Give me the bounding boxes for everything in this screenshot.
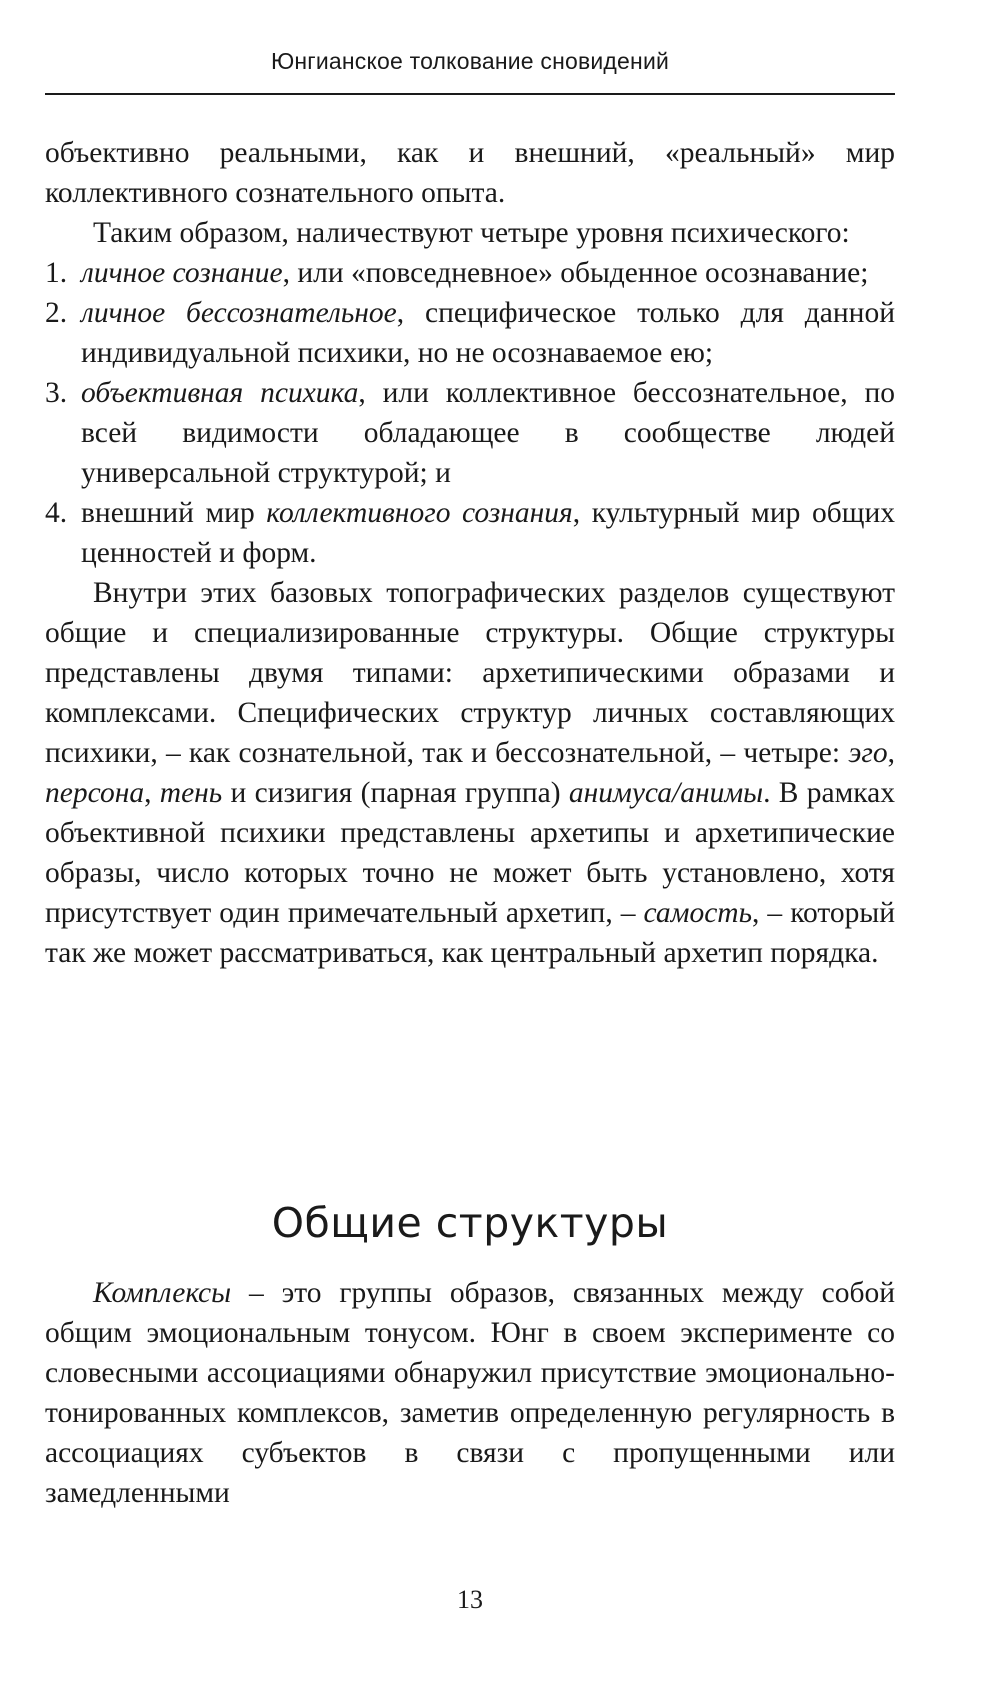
text-run: и сизигия (парная группа) — [222, 777, 569, 809]
text-run: , — [887, 737, 895, 769]
text-run: . В рамках объективной психики представлены архетипы и архетипические образы, число которых точно не может быть установлено, хотя присутствует один примечательный архетип, – — [45, 777, 896, 929]
paragraph-continuation: объективно реальными, как и внешний, «реальный» мир коллективного сознательного опыта. — [45, 137, 895, 209]
paragraph-complexes — [45, 1273, 895, 1513]
list-item-text: , или коллективное бессознательное, по всей видимости обладающее в сообществе людей универсальной структурой; и — [81, 377, 895, 489]
term-self: самость — [643, 897, 753, 929]
term-shadow: тень — [159, 777, 223, 809]
text-run: , – который так же может рассматриваться, как центральный архетип порядка. — [45, 897, 895, 969]
upper-text-block — [45, 133, 895, 973]
term-animus-anima: анимуса/анимы — [568, 777, 764, 809]
running-header: Юнгианское толкование сновидений — [270, 48, 670, 74]
page-number: 13 — [457, 1585, 483, 1614]
list-item-term: личное бессознательное — [81, 297, 397, 329]
paragraph-levels-intro: Таким образом, наличествуют четыре уровня психического: — [93, 217, 850, 249]
list-item — [45, 253, 895, 293]
lower-text-block — [45, 1273, 895, 1513]
paragraph-structures — [45, 573, 895, 973]
term-complexes: Комплексы — [93, 1277, 232, 1309]
list-item-number: 2. — [45, 297, 68, 329]
header-rule — [45, 93, 895, 95]
list-item-text: , специфическое только для данной индивидуальной психики, но не осознаваемое ею; — [81, 297, 896, 369]
list-item-prefix: внешний мир — [81, 497, 267, 529]
list-item-number: 3. — [45, 377, 68, 409]
list-item-number: 1. — [45, 257, 68, 289]
list-item — [45, 373, 895, 493]
list-item-term: личное сознание — [81, 257, 283, 289]
list-item-text: , культурный мир общих ценностей и форм. — [81, 497, 895, 569]
term-ego: эго — [848, 737, 888, 769]
term-persona: персона — [45, 777, 145, 809]
text-run: , — [144, 777, 160, 809]
psyche-levels-list — [45, 253, 895, 573]
list-item-term: коллективного сознания — [266, 497, 573, 529]
list-item-term: объективная психика — [81, 377, 359, 409]
text-run: Внутри этих базовых топографических разделов существуют общие и специализированные структуры. Общие структуры представлены двумя типами: архетипическими образами и комплексами. Специфических структур личных составляющих психики, – как сознательной, так и бессознательной, – четыре: — [45, 577, 895, 769]
list-item — [45, 493, 895, 573]
list-item-text: , или «повседневное» обыденное осознавание; — [282, 257, 869, 289]
list-item — [45, 293, 895, 373]
section-heading: Общие структуры — [271, 1199, 669, 1247]
list-item-number: 4. — [45, 497, 68, 529]
text-run: – это группы образов, связанных между собой общим эмоциональным тонусом. Юнг в своем эксперименте со словесными ассоциациями обнаружил присутствие эмоционально-тонированных комплексов, заметив определенную регулярность в ассоциациях субъектов в связи с пропущенными или замедленными — [45, 1277, 895, 1509]
